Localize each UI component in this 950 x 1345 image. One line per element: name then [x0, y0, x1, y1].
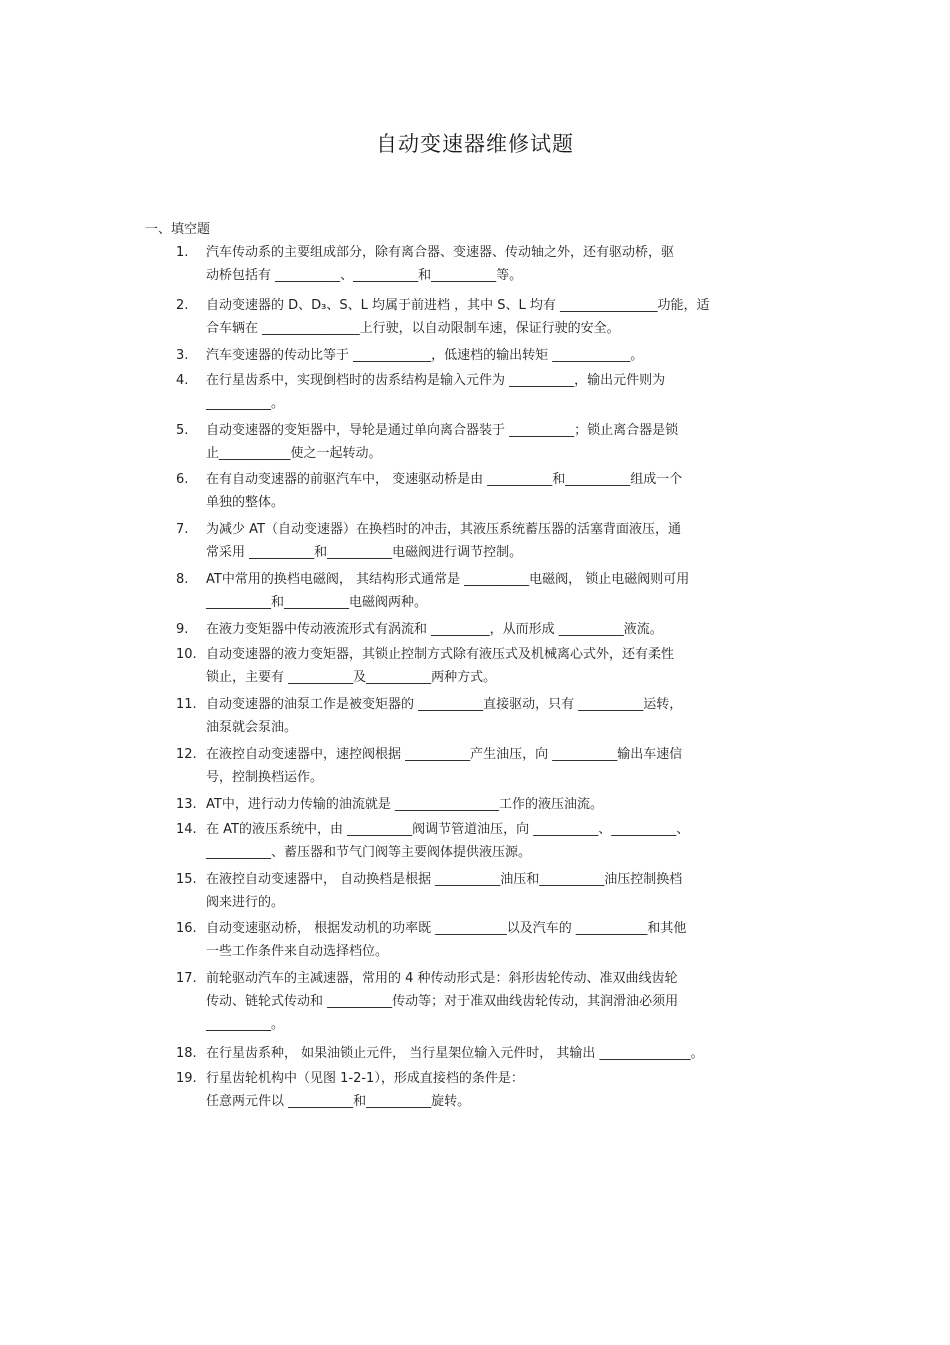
question-number: 1. [176, 245, 189, 260]
question-number: 19. [176, 1071, 197, 1086]
question-text-line: 任意两元件以 __________和__________旋转。 [206, 1094, 471, 1109]
question-item [176, 618, 816, 641]
question-text-line: 油泵就会泵油。 [206, 720, 298, 735]
question-text-line: __________、蓄压器和节气门阀等主要阀体提供液压源。 [206, 845, 532, 860]
question-item [176, 818, 816, 864]
section-heading: 一、填空题 [145, 222, 211, 237]
question-item [176, 344, 816, 367]
question-item [176, 1067, 816, 1113]
question-text-line: 自动变速器的油泵工作是被变矩器的 __________直接驱动，只有 __________运转， [206, 697, 683, 712]
question-number: 18. [176, 1046, 197, 1061]
question-text-line: 自动变速器的 D、D₃、S、L 均属于前进档 ，其中 S、L 均有 _______________功能，适 [206, 298, 710, 313]
question-item [176, 743, 816, 789]
question-text-line: 在液力变矩器中传动液流形式有涡流和 _________，从而形成 __________液流。 [206, 622, 663, 637]
question-text-line: 汽车变速器的传动比等于 ____________，低速档的输出转矩 ____________。 [206, 348, 644, 363]
question-number: 7. [176, 522, 189, 537]
question-number: 5. [176, 423, 189, 438]
question-number: 3. [176, 348, 189, 363]
question-text-line: 常采用 __________和__________电磁阀进行调节控制。 [206, 545, 523, 560]
question-text-line: 行星齿轮机构中（见图 1-2-1），形成直接档的条件是： [206, 1071, 524, 1086]
question-number: 10. [176, 647, 197, 662]
question-number: 14. [176, 822, 197, 837]
question-item [176, 468, 816, 514]
question-number: 8. [176, 572, 189, 587]
question-text-line: 在 AT的液压系统中，由 __________阀调节管道油压，向 __________、__________、 [206, 822, 690, 837]
question-item [176, 568, 816, 614]
question-number: 9. [176, 622, 189, 637]
question-text-line: AT中，进行动力传输的油流就是 ________________工作的液压油流。 [206, 797, 603, 812]
question-item [176, 967, 816, 1036]
question-text-line: 为减少 AT（自动变速器）在换档时的冲击，其液压系统蓄压器的活塞背面液压，通 [206, 522, 681, 537]
page-title: 自动变速器维修试题 [376, 132, 574, 156]
question-item [176, 241, 816, 287]
question-text-line: 传动、链轮式传动和 __________传动等；对于准双曲线齿轮传动，其润滑油必须用 [206, 994, 679, 1009]
question-text-line: 止___________使之一起转动。 [206, 446, 382, 461]
question-item [176, 369, 816, 415]
question-text-line: 在液控自动变速器中， 自动换档是根据 __________油压和__________油压控制换档 [206, 872, 683, 887]
question-item [176, 793, 816, 816]
question-item [176, 419, 816, 465]
question-item [176, 693, 816, 739]
question-number: 13. [176, 797, 197, 812]
question-text-line: 自动变速器的液力变矩器，其锁止控制方式除有液压式及机械离心式外，还有柔性 [206, 647, 675, 662]
question-text-line: 在有自动变速器的前驱汽车中， 变速驱动桥是由 __________和__________组成一个 [206, 472, 683, 487]
question-item [176, 294, 816, 340]
question-text-line: 单独的整体。 [206, 495, 285, 510]
question-text-line: __________。 [206, 396, 285, 411]
question-text-line: 自动变速器的变矩器中，导轮是通过单向离合器装于 __________；锁止离合器是锁 [206, 423, 679, 438]
question-text-line: 一些工作条件来自动选择档位。 [206, 944, 389, 959]
question-text-line: 在液控自动变速器中，速控阀根据 __________产生油压，向 __________输出车速信 [206, 747, 683, 762]
question-number: 15. [176, 872, 197, 887]
question-number: 16. [176, 921, 197, 936]
question-text-line: __________。 [206, 1017, 285, 1032]
question-text-line: 在行星齿系种， 如果油锁止元件， 当行星架位输入元件时， 其输出 ______________。 [206, 1046, 704, 1061]
question-item [176, 917, 816, 963]
question-number: 2. [176, 298, 189, 313]
question-text-line: 号，控制换档运作。 [206, 770, 324, 785]
question-text-line: 前轮驱动汽车的主减速器，常用的 4 种传动形式是：斜形齿轮传动、准双曲线齿轮 [206, 971, 678, 986]
question-number: 4. [176, 373, 189, 388]
question-item [176, 518, 816, 564]
question-text-line: 阀来进行的。 [206, 895, 285, 910]
question-item [176, 868, 816, 914]
question-text-line: 锁止，主要有 __________及__________两种方式。 [206, 670, 497, 685]
question-text-line: __________和__________电磁阀两种。 [206, 595, 428, 610]
question-item [176, 643, 816, 689]
question-text-line: 汽车传动系的主要组成部分，除有离合器、变速器、传动轴之外，还有驱动桥，驱 [206, 245, 675, 260]
question-number: 6. [176, 472, 189, 487]
question-text-line: AT中常用的换档电磁阀， 其结构形式通常是 __________电磁阀， 锁止电磁阀则可用 [206, 572, 690, 587]
question-text-line: 在行星齿系中，实现倒档时的齿系结构是输入元件为 __________，输出元件则为 [206, 373, 666, 388]
question-number: 11. [176, 697, 197, 712]
question-text-line: 动桥包括有 __________、__________和__________等。 [206, 268, 523, 283]
question-number: 17. [176, 971, 197, 986]
question-item [176, 1042, 816, 1065]
question-text-line: 合车辆在 _______________上行驶，以自动限制车速，保证行驶的安全。 [206, 321, 620, 336]
question-text-line: 自动变速驱动桥， 根据发动机的功率既 ___________以及汽车的 ___________和其他 [206, 921, 687, 936]
question-number: 12. [176, 747, 197, 762]
